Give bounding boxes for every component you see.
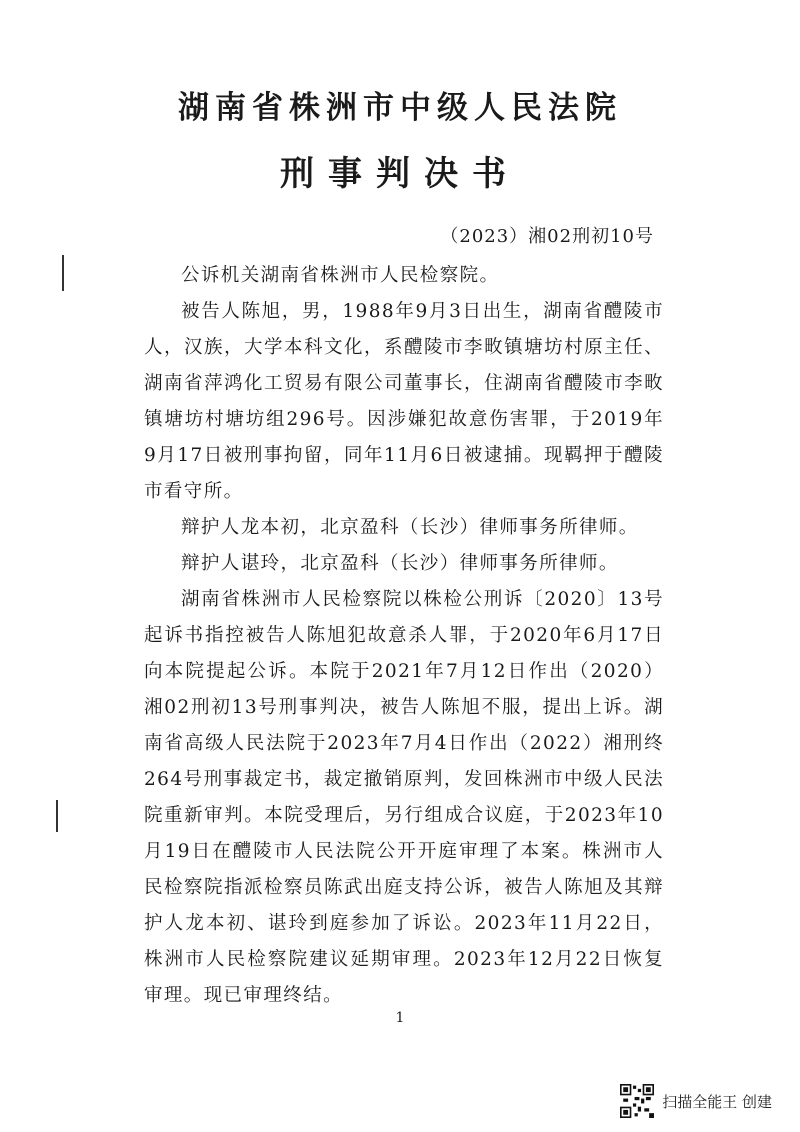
binding-mark [56, 800, 58, 832]
paragraph-prosecutor: 公诉机关湖南省株洲市人民检察院。 [181, 265, 500, 286]
binding-mark [62, 255, 64, 291]
case-number: （2023）湘02刑初10号 [440, 226, 654, 247]
qr-code-icon [620, 1084, 654, 1118]
page-number: 1 [395, 1010, 405, 1026]
scanner-watermark [620, 1084, 772, 1118]
judgment-body [144, 258, 664, 1014]
paragraph-procedure: 湖南省株洲市人民检察院以株检公刑诉〔2020〕13号起诉书指控被告人陈旭犯故意杀人罪，于2020年6月17日向本院提起公诉。本院于2021年7月12日作出（2020）湘02刑初13号刑事判决，被告人陈旭不服，提出上诉。湖南省高级人民法院于2023年7月4日作出（2022）湘刑终264号刑事裁定书，裁定撤销原判，发回株洲市中级人民法院重新审判。本院受理后，另行组成合议庭，于2023年10月19日在醴陵市人民法院公开开庭审理了本案。株洲市人民检察院指派检察员陈武出庭支持公诉，被告人陈旭及其辩护人龙本初、谌玲到庭参加了诉讼。2023年11月22日，株洲市人民检察院建议延期审理。2023年12月22日恢复审理。现已审理终结。 [144, 589, 664, 1006]
paragraph-defender-2: 辩护人谌玲，北京盈科（长沙）律师事务所律师。 [181, 553, 619, 574]
document-title: 刑事判决书 [280, 154, 520, 194]
court-name: 湖南省株洲市中级人民法院 [178, 90, 622, 126]
paragraph-defender-1: 辩护人龙本初，北京盈科（长沙）律师事务所律师。 [181, 517, 639, 538]
paragraph-defendant: 被告人陈旭，男，1988年9月3日出生，湖南省醴陵市人，汉族，大学本科文化，系醴陵市李畋镇塘坊村原主任、湖南省萍鸿化工贸易有限公司董事长，住湖南省醴陵市李畋镇塘坊村塘坊组296号。因涉嫌犯故意伤害罪，于2019年9月17日被刑事拘留，同年11月6日被逮捕。现羁押于醴陵市看守所。 [144, 301, 664, 502]
watermark-text: 扫描全能王 创建 [662, 1092, 772, 1111]
